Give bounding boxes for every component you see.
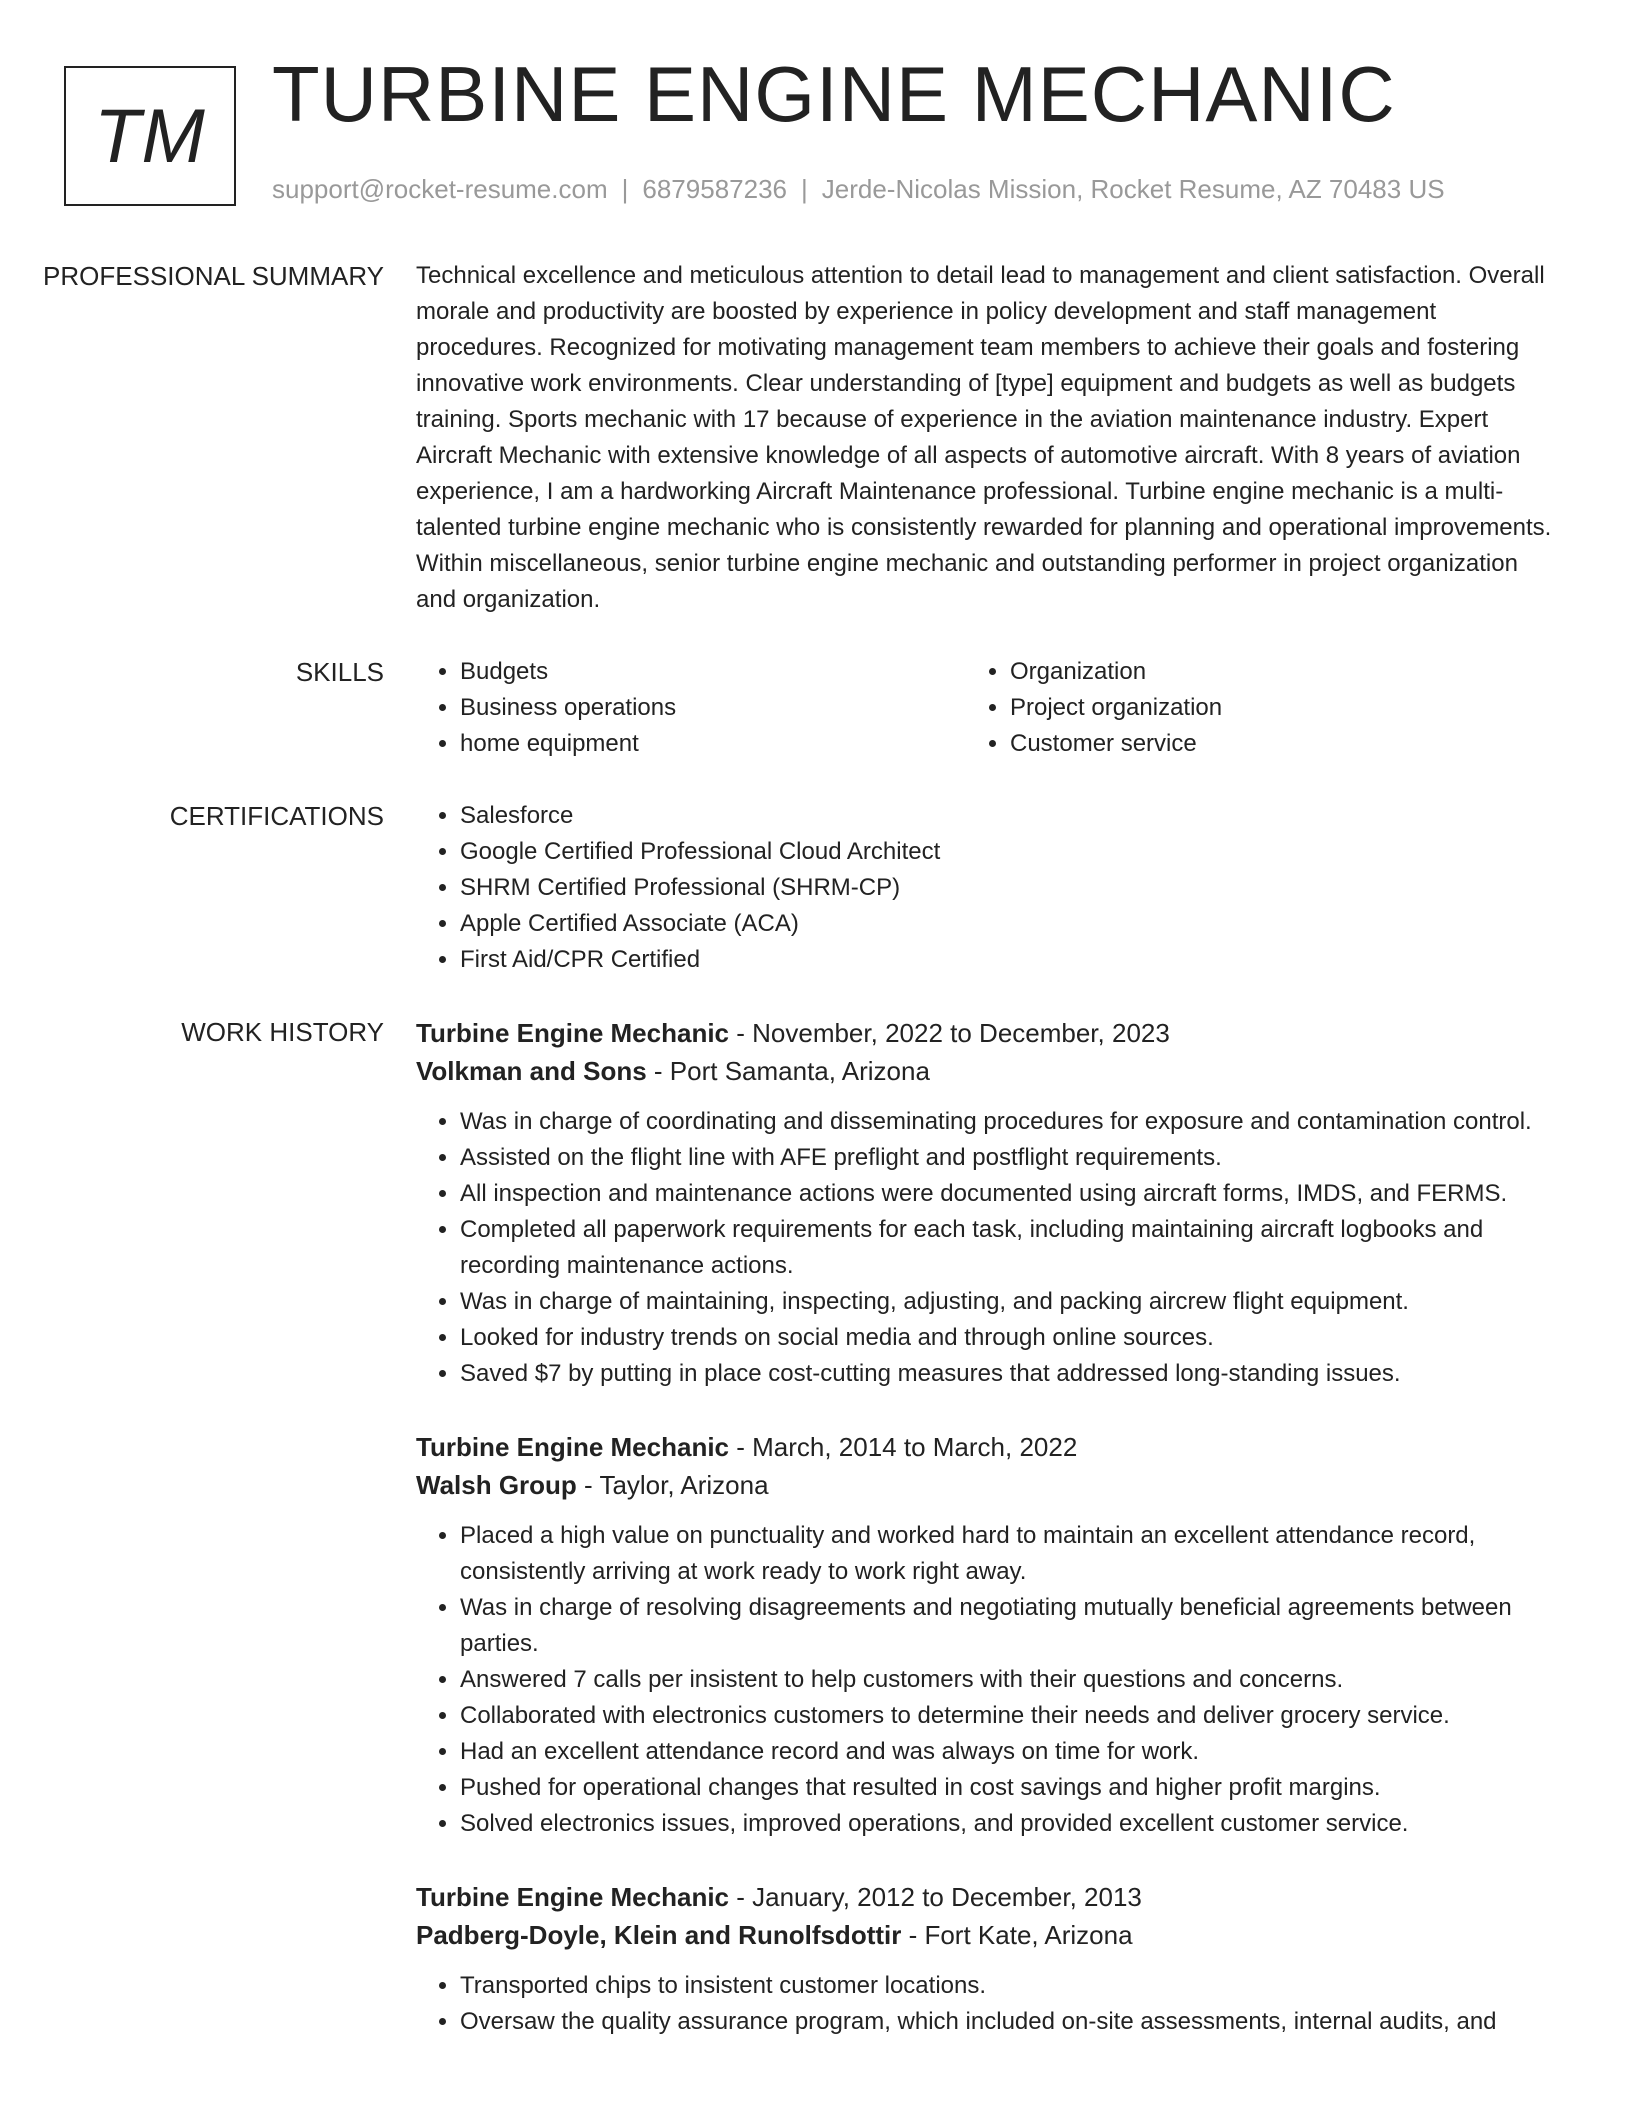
work-history-body [416, 1014, 1564, 2040]
job-bullet: • Solved electronics issues, improved operations, and provided excellent customer service. [460, 1806, 1564, 1842]
job-bullets [416, 1968, 1564, 2040]
contact-phone: 6879587236 [642, 174, 787, 204]
job-role-line [416, 1428, 1564, 1466]
job-entry [416, 1014, 1564, 1392]
job-company-line [416, 1466, 1564, 1504]
job-bullet: • Was in charge of resolving disagreements and negotiating mutually beneficial agreements between parties. [460, 1590, 1564, 1662]
job-dates: - November, 2022 to December, 2023 [729, 1018, 1170, 1048]
job-bullet: • Transported chips to insistent customer locations. [460, 1968, 1564, 2004]
section-title: WORK HISTORY [181, 1017, 384, 1047]
skill-item: • Organization [1010, 654, 1516, 690]
contact-line [272, 174, 1445, 205]
skill-item: • Budgets [460, 654, 966, 690]
job-bullet: • Was in charge of coordinating and disseminating procedures for exposure and contamination control. [460, 1104, 1564, 1140]
job-bullet: • Assisted on the flight line with AFE preflight and postflight requirements. [460, 1140, 1564, 1176]
skills-body [416, 654, 1564, 762]
job-bullet: • Collaborated with electronics customers to determine their needs and deliver grocery service. [460, 1698, 1564, 1734]
job-company-line [416, 1052, 1564, 1090]
certification-item: • First Aid/CPR Certified [460, 942, 1564, 978]
job-bullet: • All inspection and maintenance actions were documented using aircraft forms, IMDS, and FERMS. [460, 1176, 1564, 1212]
certifications-body [416, 798, 1564, 978]
job-role-line [416, 1014, 1564, 1052]
job-location: - Port Samanta, Arizona [646, 1056, 930, 1086]
job-location: - Fort Kate, Arizona [901, 1920, 1133, 1950]
work-history-section [0, 1014, 1632, 2040]
certification-item: • SHRM Certified Professional (SHRM-CP) [460, 870, 1564, 906]
job-bullet: • Pushed for operational changes that resulted in cost savings and higher profit margins. [460, 1770, 1564, 1806]
contact-email: support@rocket-resume.com [272, 174, 608, 204]
job-bullet: • Placed a high value on punctuality and worked hard to maintain an excellent attendance record, consistently arriving at work ready to work right away. [460, 1518, 1564, 1590]
contact-separator: | [801, 174, 808, 204]
job-company: Walsh Group [416, 1470, 577, 1500]
summary-body [416, 258, 1564, 618]
monogram-box [64, 66, 236, 206]
skills-list-left [416, 654, 966, 762]
resume-title: TURBINE ENGINE MECHANIC [272, 50, 1396, 138]
job-location: - Taylor, Arizona [576, 1470, 769, 1500]
job-entry [416, 1428, 1564, 1842]
job-bullet: • Was in charge of maintaining, inspecting, adjusting, and packing aircrew flight equipment. [460, 1284, 1564, 1320]
section-title: PROFESSIONAL SUMMARY [43, 261, 384, 291]
job-role: Turbine Engine Mechanic [416, 1018, 730, 1048]
contact-separator: | [621, 174, 629, 204]
job-bullet: • Looked for industry trends on social media and through online sources. [460, 1320, 1564, 1356]
job-bullet: • Saved $7 by putting in place cost-cutting measures that addressed long-standing issues. [460, 1356, 1564, 1392]
job-entry [416, 1878, 1564, 2040]
job-role: Turbine Engine Mechanic [416, 1432, 730, 1462]
job-bullet: • Had an excellent attendance record and was always on time for work. [460, 1734, 1564, 1770]
job-dates: - January, 2012 to December, 2013 [729, 1882, 1142, 1912]
certification-item: • Salesforce [460, 798, 1564, 834]
job-company: Padberg-Doyle, Klein and Runolfsdottir [416, 1920, 902, 1950]
job-company-line [416, 1916, 1564, 1954]
job-bullets [416, 1518, 1564, 1842]
section-title: CERTIFICATIONS [169, 801, 384, 831]
skill-item: • Project organization [1010, 690, 1516, 726]
certifications-list [416, 798, 1564, 978]
job-bullets [416, 1104, 1564, 1392]
skill-item: • home equipment [460, 726, 966, 762]
section-title: SKILLS [295, 657, 384, 687]
contact-address: Jerde-Nicolas Mission, Rocket Resume, AZ 70483 US [821, 174, 1445, 204]
summary-text: Technical excellence and meticulous attention to detail lead to management and client satisfaction. Overall morale and productivity are boosted by experience in policy development and staff management procedures. Recognized for motivating management team members to achieve their goals and fostering innovative work environments. Clear understanding of [type] equipment and budgets as well as budgets training. Sports mechanic with 17 because of experience in the aviation maintenance industry. Expert Aircraft Mechanic with extensive knowledge of all aspects of automotive aircraft. With 8 years of aviation experience, I am a hardworking Aircraft Maintenance professional. Turbine engine mechanic is a multi-talented turbine engine mechanic who is consistently rewarded for planning and operational improvements. Within miscellaneous, senior turbine engine mechanic and outstanding performer in project organization and organization. [416, 262, 1552, 613]
certification-item: • Google Certified Professional Cloud Architect [460, 834, 1564, 870]
skill-item: • Business operations [460, 690, 966, 726]
monogram-initials: TM [94, 93, 206, 179]
skills-list-right [966, 654, 1516, 762]
job-role-line [416, 1878, 1564, 1916]
job-bullet: • Oversaw the quality assurance program, which included on-site assessments, internal audits, and [460, 2004, 1564, 2040]
job-role: Turbine Engine Mechanic [416, 1882, 730, 1912]
summary-section [0, 258, 1632, 618]
certification-item: • Apple Certified Associate (ACA) [460, 906, 1564, 942]
certifications-section [0, 798, 1632, 978]
skills-section [0, 654, 1632, 762]
job-bullet: • Answered 7 calls per insistent to help customers with their questions and concerns. [460, 1662, 1564, 1698]
resume-content [0, 258, 1632, 2076]
job-bullet: • Completed all paperwork requirements for each task, including maintaining aircraft logbooks and recording maintenance actions. [460, 1212, 1564, 1284]
job-dates: - March, 2014 to March, 2022 [729, 1432, 1078, 1462]
skill-item: • Customer service [1010, 726, 1516, 762]
job-company: Volkman and Sons [416, 1056, 647, 1086]
